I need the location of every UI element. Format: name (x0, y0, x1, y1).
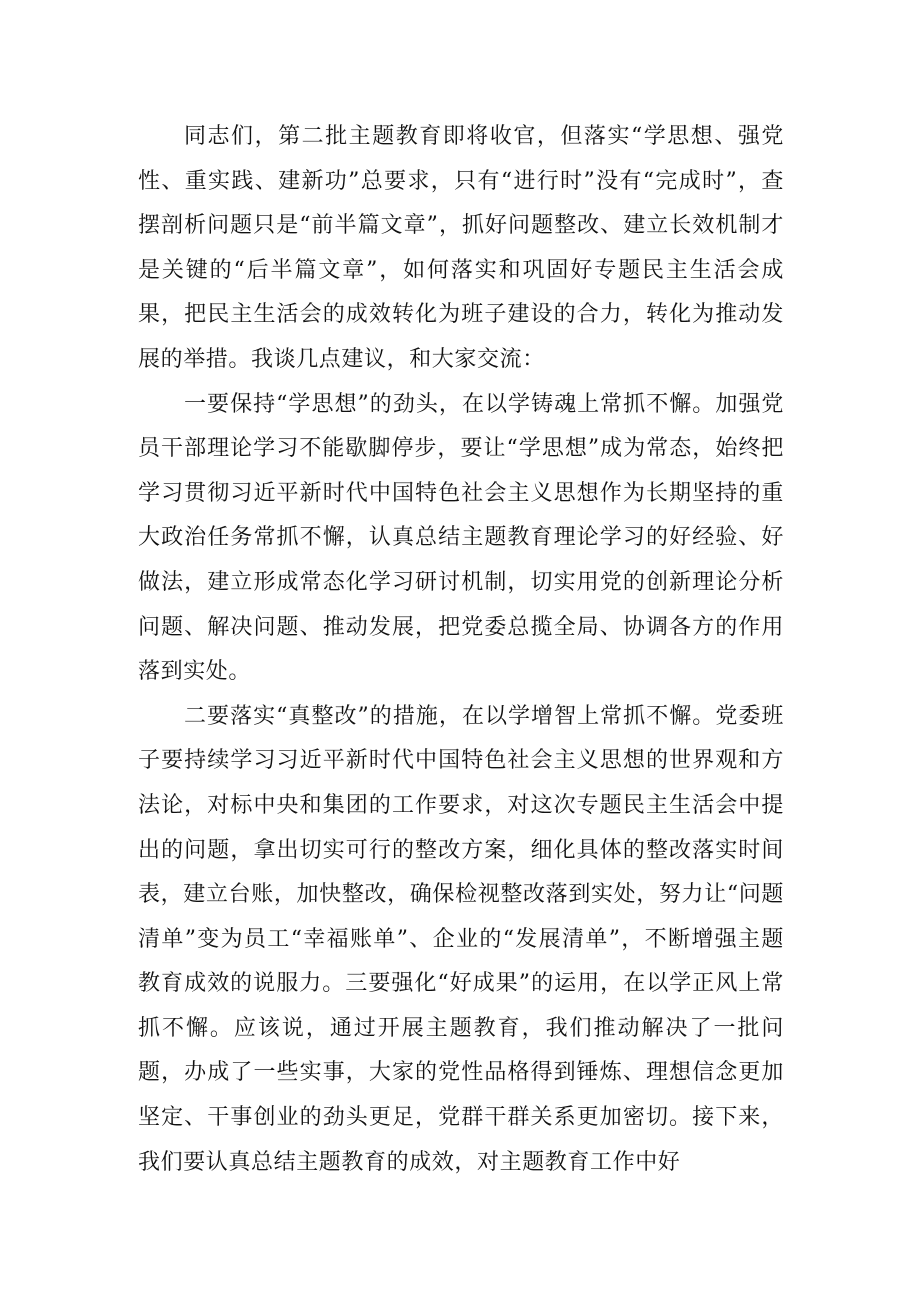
paragraph-point-two-three: 二要落实“真整改”的措施，在以学增智上常抓不懈。党委班子要持续学习习近平新时代中国特色社会主义思想的世界观和方法论，对标中央和集团的工作要求，对这次专题民主生活会中提出的问题，拿出切实可行的整改方案，细化具体的整改落实时间表，建立台账，加快整改，确保检视整改落到实处，努力让“问题清单”变为员工“幸福账单”、企业的“发展清单”，不断增强主题教育成效的说服力。三要强化“好成果”的运用，在以学正风上常抓不懈。应该说，通过开展主题教育，我们推动解决了一批问题，办成了一些实事，大家的党性品格得到锤炼、理想信念更加坚定、干事创业的劲头更足，党群干群关系更加密切。接下来，我们要认真总结主题教育的成效，对主题教育工作中好 (138, 703, 784, 1175)
paragraph-opening: 同志们，第二批主题教育即将收官，但落实“学思想、强党性、重实践、建新功”总要求，只有“进行时”没有“完成时”，查摆剖析问题只是“前半篇文章”，抓好问题整改、建立长效机制才是关键的“后半篇文章”，如何落实和巩固好专题民主生活会成果，把民主生活会的成效转化为班子建设的合力，转化为推动发展的举措。我谈几点建议，和大家交流： (138, 124, 784, 372)
paragraph-point-one: 一要保持“学思想”的劲头，在以学铸魂上常抓不懈。加强党员干部理论学习不能歇脚停步，要让“学思想”成为常态，始终把学习贯彻习近平新时代中国特色社会主义思想作为长期坚持的重大政治任务常抓不懈，认真总结主题教育理论学习的好经验、好做法，建立形成常态化学习研讨机制，切实用党的创新理论分析问题、解决问题、推动发展，把党委总揽全局、协调各方的作用落到实处。 (138, 391, 784, 685)
document-body (138, 115, 784, 1185)
